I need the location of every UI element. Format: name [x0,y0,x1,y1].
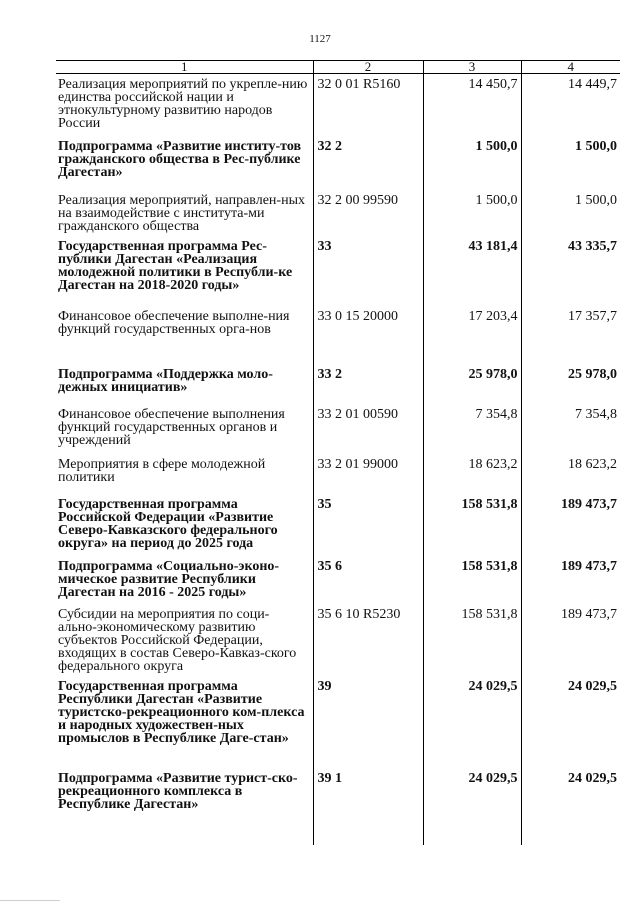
row-name-cell: Реализация мероприятий, направлен-ных на взаимодействие с института-ми гражданского общества [58,193,305,234]
row-value-col4-cell: 43 335,7 [521,236,620,306]
row-code-cell: 35 6 10 R5230 [313,604,423,676]
row-code-cell: 33 0 15 20000 [313,306,423,364]
filler-cell [56,824,313,845]
table-row [56,454,620,494]
table-body [56,74,620,846]
row-value-col4-cell: 189 473,7 [521,604,620,676]
row-value-col4-cell: 25 978,0 [521,364,620,404]
row-value-col4-cell: 1 500,0 [521,136,620,190]
table-row [56,494,620,556]
row-value-col3-cell: 14 450,7 [423,74,521,137]
row-name-cell: Субсидии на мероприятия по соци-ально-экономическому развитию субъектов Российской Федерации, входящих в состав Северо-Кавказ-ского федерального округа [58,607,297,674]
row-value-col4-cell: 18 623,2 [521,454,620,494]
table-row [56,136,620,190]
row-value-col3-cell: 158 531,8 [423,494,521,556]
column-header-4: 4 [521,61,620,74]
table-filler-row [56,824,620,845]
row-code-cell: 33 2 01 00590 [313,404,423,454]
table-row [56,556,620,604]
table-row [56,236,620,306]
row-value-col4-cell: 189 473,7 [521,494,620,556]
row-name-cell: Подпрограмма «Поддержка моло-дежных инициатив» [58,367,273,395]
row-code-cell: 39 [313,676,423,768]
row-name-cell: Подпрограмма «Развитие институ-тов гражданского общества в Рес-публике Дагестан» [58,139,302,180]
row-value-col4-cell: 14 449,7 [521,74,620,137]
table-row [56,676,620,768]
row-name-cell: Подпрограмма «Развитие турист-ско-рекреационного комплекса в Республике Дагестан» [58,771,298,812]
table-header-row [56,61,620,74]
row-value-col4-cell: 17 357,7 [521,306,620,364]
row-code-cell: 33 [313,236,423,306]
row-code-cell: 32 0 01 R5160 [313,74,423,137]
row-value-col3-cell: 24 029,5 [423,676,521,768]
row-name-cell: Финансовое обеспечение выполне-ния функций государственных орга-нов [58,309,290,337]
row-name-cell: Государственная программа Республики Дагестан «Развитие туристско-рекреационного ком-плекса и народных художествен-ных промыслов в Республике Даге-стан» [58,679,305,746]
row-name-cell: Реализация мероприятий по укрепле-нию единства российской нации и этнокультурному развитию народов России [58,77,308,131]
row-value-col4-cell: 189 473,7 [521,556,620,604]
row-value-col4-cell: 7 354,8 [521,404,620,454]
table-row [56,404,620,454]
row-code-cell: 32 2 00 99590 [313,190,423,236]
table-row [56,306,620,364]
table-row [56,364,620,404]
column-header-2: 2 [313,61,423,74]
row-name-cell: Мероприятия в сфере молодежной политики [58,457,266,485]
row-value-col3-cell: 17 203,4 [423,306,521,364]
row-name-cell: Государственная программа Рес-публики Дагестан «Реализация молодежной политики в Республи-ке Дагестан на 2018-2020 годы» [58,239,293,293]
page-number: 1127 [309,33,331,45]
filler-cell [423,824,521,845]
row-name-cell: Подпрограмма «Социально-эконо-мическое развитие Республики Дагестан на 2016 - 2025 годы» [58,559,280,600]
budget-table [56,60,620,845]
row-value-col4-cell: 24 029,5 [521,768,620,824]
row-value-col3-cell: 158 531,8 [423,556,521,604]
row-value-col4-cell: 24 029,5 [521,676,620,768]
column-header-1: 1 [56,61,313,74]
row-code-cell: 39 1 [313,768,423,824]
row-value-col4-cell: 1 500,0 [521,190,620,236]
row-value-col3-cell: 18 623,2 [423,454,521,494]
row-value-col3-cell: 43 181,4 [423,236,521,306]
table-row [56,768,620,824]
row-value-col3-cell: 1 500,0 [423,190,521,236]
row-code-cell: 35 [313,494,423,556]
row-value-col3-cell: 25 978,0 [423,364,521,404]
row-value-col3-cell: 158 531,8 [423,604,521,676]
row-value-col3-cell: 7 354,8 [423,404,521,454]
row-code-cell: 33 2 [313,364,423,404]
row-code-cell: 33 2 01 99000 [313,454,423,494]
row-name-cell: Государственная программа Российской Федерации «Развитие Северо-Кавказского федерального округа» на период до 2025 года [58,497,278,551]
filler-cell [313,824,423,845]
column-header-3: 3 [423,61,521,74]
table-row [56,74,620,137]
row-code-cell: 35 6 [313,556,423,604]
table-row [56,604,620,676]
row-value-col3-cell: 1 500,0 [423,136,521,190]
filler-cell [521,824,620,845]
row-code-cell: 32 2 [313,136,423,190]
row-name-cell: Финансовое обеспечение выполнения функций государственных органов и учреждений [58,407,285,448]
row-value-col3-cell: 24 029,5 [423,768,521,824]
table-row [56,190,620,236]
scan-edge-mark [0,900,60,901]
